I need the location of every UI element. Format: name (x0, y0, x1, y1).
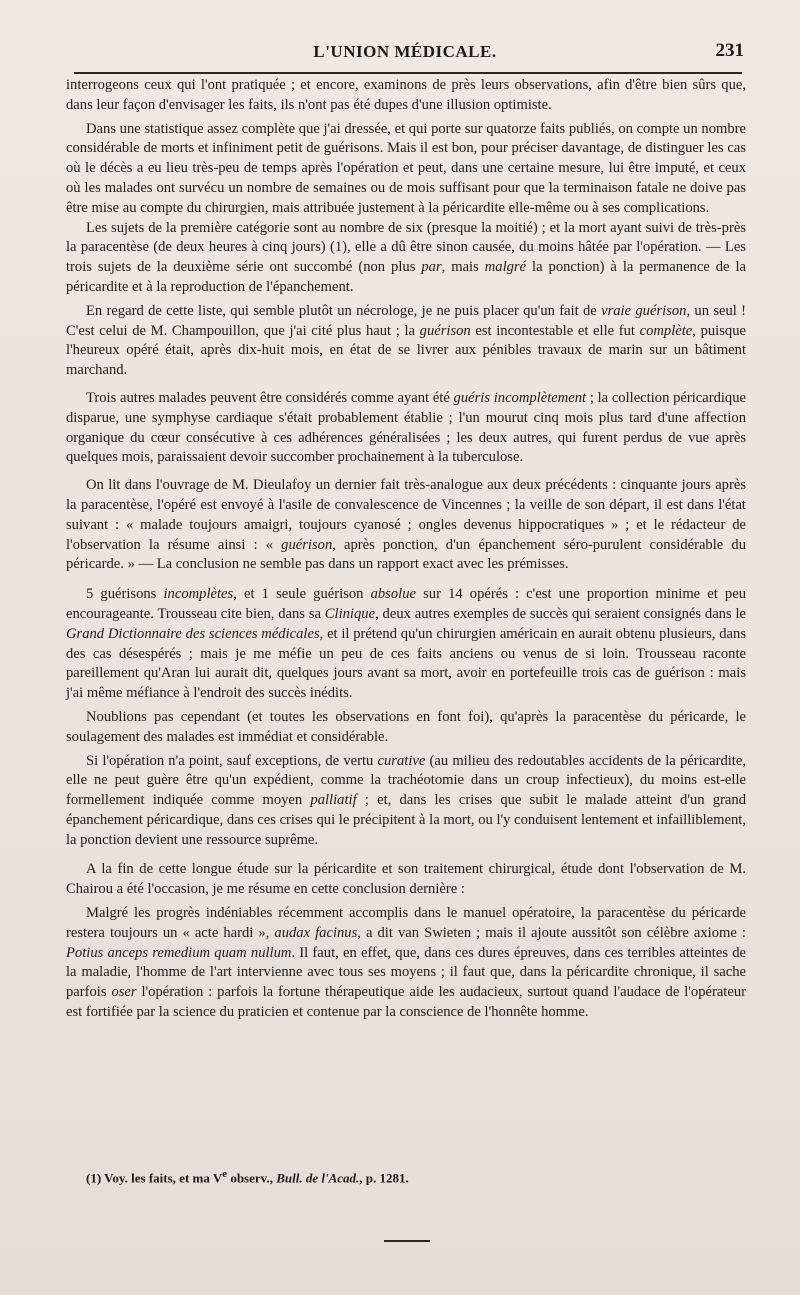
paragraph-6: On lit dans l'ouvrage de M. Dieulafoy un dernier fait très-analogue aux deux précédents : cinquante jours après la paracentèse, l'opéré est envoyé à l'asile de convalescence de Vincennes ; la veille de son départ, il est dans l'état suivant : « malade toujours amaigri, toujours cyanosé ; ongles devenus hippocratiques » ; et le rédacteur de l'observation la résume ainsi : « guérison, après ponction, d'un épanchement séro-purulent considérable du péricarde. » — La conclusion ne semble pas dans un rapport exact avec les prémisses. (66, 477, 746, 573)
paragraph-3: Les sujets de la première catégorie sont au nombre de six (presque la moitié) ; et la mort ayant suivi de très-près la paracentèse (de deux heures à cinq jours) (1), elle a dû être sinon causée, du moins hâtée par l'opération. — Les trois sujets de la deuxième série ont succombé (non plus par, mais malgré la ponction) à la permanence de la péricardite et à la reproduction de l'épanchement. (66, 219, 746, 295)
page-header (66, 36, 744, 66)
page-number: 231 (715, 40, 744, 61)
paragraph-5: Trois autres malades peuvent être considérés comme ayant été guéris incomplètement ; la collection péricardique disparue, une symphyse cardiaque s'était probablement établie ; l'un mourut cinq mois plus tard d'une affection organique du cœur consécutive à ces adhérences généralisées ; les deux autres, qui furent perdus de vue après quelques mois, paraissaient devoir succomber prochainement à la tuberculose. (66, 389, 746, 466)
paragraph-7: 5 guérisons incomplètes, et 1 seule guérison absolue sur 14 opérés : c'est une proportion minime et peu encourageante. Trousseau cite bien, dans sa Clinique, deux autres exemples de succès qui seraient consignés dans le Grand Dictionnaire des sciences médicales, et il prétend qu'un chirurgien américain en aurait obtenu plusieurs, dans des cas désespérés ; mais je me méfie un peu de ces faits anciens ou venus de si loin. Trousseau raconte pareillement qu'Aran lui aurait dit, quelques jours avant sa mort, avoir en portefeuille trois cas de guérison : mais j'ai même méfiance à l'endroit des succès inédits. (66, 586, 747, 702)
paragraph-8: Noublions pas cependant (et toutes les observations en font foi), qu'après la paracentèse du péricarde, le soulagement des malades est immédiat et considérable. (66, 708, 746, 745)
footnote: (1) Voy. les faits, et ma Ve observ., Bull. de l'Acad., p. 1281. (86, 1168, 409, 1186)
paragraph-1: interrogeons ceux qui l'ont pratiquée ; et encore, examinons de près leurs observations, afin d'être bien sûrs que, dans leur façon d'envisager les faits, ils n'ont pas été dupes d'une illusion optimiste. (66, 77, 746, 113)
end-rule (384, 1240, 430, 1242)
paragraph-10: A la fin de cette longue étude sur la péricardite et son traitement chirurgical, étude dont l'observation de M. Chairou a été l'occasion, je me résume en cette conclusion dernière : (66, 861, 746, 898)
paragraph-9: Si l'opération n'a point, sauf exceptions, de vertu curative (au milieu des redoutables accidents de la péricardite, elle ne peut guère être qu'un expédient, comme la trachéotomie dans un croup infectieux), du moins est-elle formellement indiquée comme moyen palliatif ; et, dans les crises que subit le malade atteint d'un grand épanchement péricardique, dans ces crises qui le précipitent à la mort, ou l'y conduisent lentement et infailliblement, la ponction devient une ressource suprême. (66, 752, 746, 848)
running-title: L'UNION MÉDICALE. (313, 42, 497, 61)
header-rule (74, 72, 742, 74)
body-text (66, 76, 746, 1023)
paragraph-11: Malgré les progrès indéniables récemment accomplis dans le manuel opératoire, la paracentèse du péricarde restera toujours un « acte hardi », audax facinus, a dit van Swieten ; mais il ajoute aussitôt son célèbre axiome : Potius anceps remedium quam nullum. Il faut, en effet, que, dans ces dures épreuves, dans ces terribles atteintes de la maladie, l'homme de l'art intervienne avec tous ses moyens ; il faut que, dans la péricardite chronique, il sache parfois oser l'opération : parfois la fortune thérapeutique aide les audacieux, surtout quand l'audace de l'opérateur est fortifiée par la science du praticien et contenue par la conscience de l'honnête homme. (66, 905, 746, 1021)
paragraph-2: Dans une statistique assez complète que j'ai dressée, et qui porte sur quatorze faits publiés, on compte un nombre considérable de morts et infiniment petit de guérisons. Mais il est bon, pour préciser davantage, de distinguer les cas où le décès a eu lieu très-peu de temps après l'opération et peut, dans une certaine mesure, lui être imputé, et ceux où les malades ont survécu un nombre de semaines ou de mois suffisant pour que la terminaison fatale ne doive pas être mise au compte du chirurgien, mais attribuée justement à la péricardite elle-même ou à ses complications. (66, 120, 746, 216)
paragraph-4: En regard de cette liste, qui semble plutôt un nécrologe, je ne puis placer qu'un fait de vraie guérison, un seul ! C'est celui de M. Champouillon, que j'ai cité plus haut ; la guérison est incontestable et elle fut complète, puisque l'heureux opéré était, après dix-huit mois, en état de se livrer aux pénibles travaux de marin sur un bâtiment marchand. (66, 302, 746, 379)
